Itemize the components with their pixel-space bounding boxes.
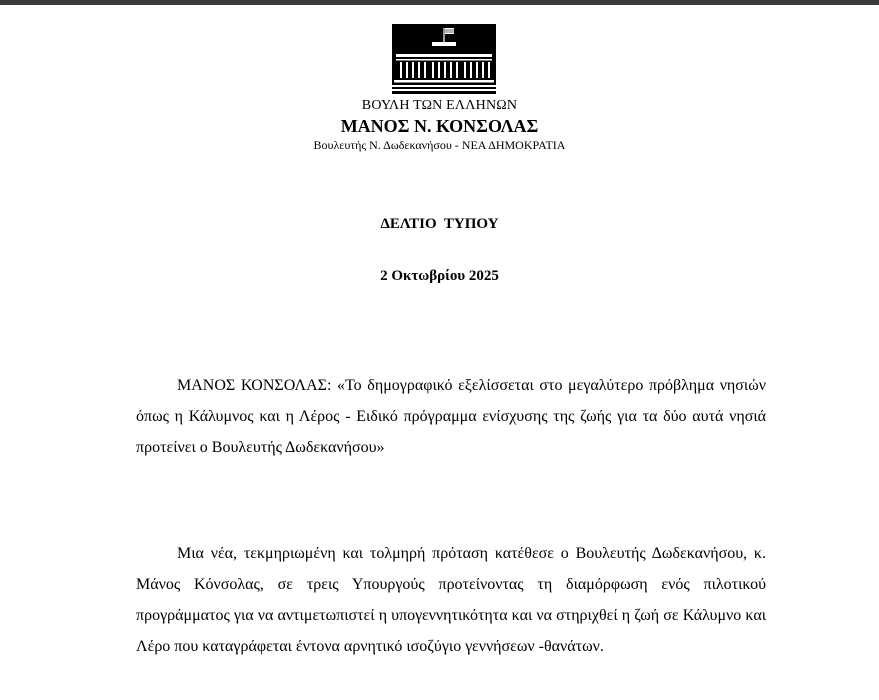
parliament-building-icon — [392, 24, 496, 94]
top-border — [0, 0, 879, 5]
institution-name: ΒΟΥΛΗ ΤΩΝ ΕΛΛΗΝΩΝ — [361, 98, 518, 113]
mp-role: Βουλευτής Ν. Δωδεκανήσου - ΝΕΑ ΔΗΜΟΚΡΑΤΙΑ — [313, 138, 566, 152]
press-release-title: ΔΕΛΤΙΟ ΤΥΠΟΥ — [380, 216, 499, 232]
press-release-date: 2 Οκτωβρίου 2025 — [380, 268, 499, 284]
body-paragraph: Μια νέα, τεκμηριωμένη και τολμηρή πρόταση κατέθεσε ο Βουλευτής Δωδεκανήσου, κ. Μάνος Κόνσολας, σε τρεις Υπουργούς προτείνοντας τη διαμόρφωση ενός πιλοτικού προγράμματος για να αντιμετωπιστεί η υπογεννητικότητα και να στηριχθεί η ζωή σε Κάλυμνο και Λέρο που καταγράφεται έντονα αρνητικό ισοζύγιο γεννήσεων -θανάτων. — [136, 545, 766, 655]
headline-paragraph: ΜΑΝΟΣ ΚΟΝΣΟΛΑΣ: «Το δημογραφικό εξελίσσεται στο μεγαλύτερο πρόβλημα νησιών όπως η Κάλυμνος και η Λέρος - Ειδικό πρόγραμμα ενίσχυσης της ζωής για τα δύο αυτά νησιά προτείνει ο Βουλευτής Δωδεκανήσου» — [136, 377, 766, 456]
mp-name: ΜΑΝΟΣ Ν. ΚΟΝΣΟΛΑΣ — [340, 116, 539, 136]
